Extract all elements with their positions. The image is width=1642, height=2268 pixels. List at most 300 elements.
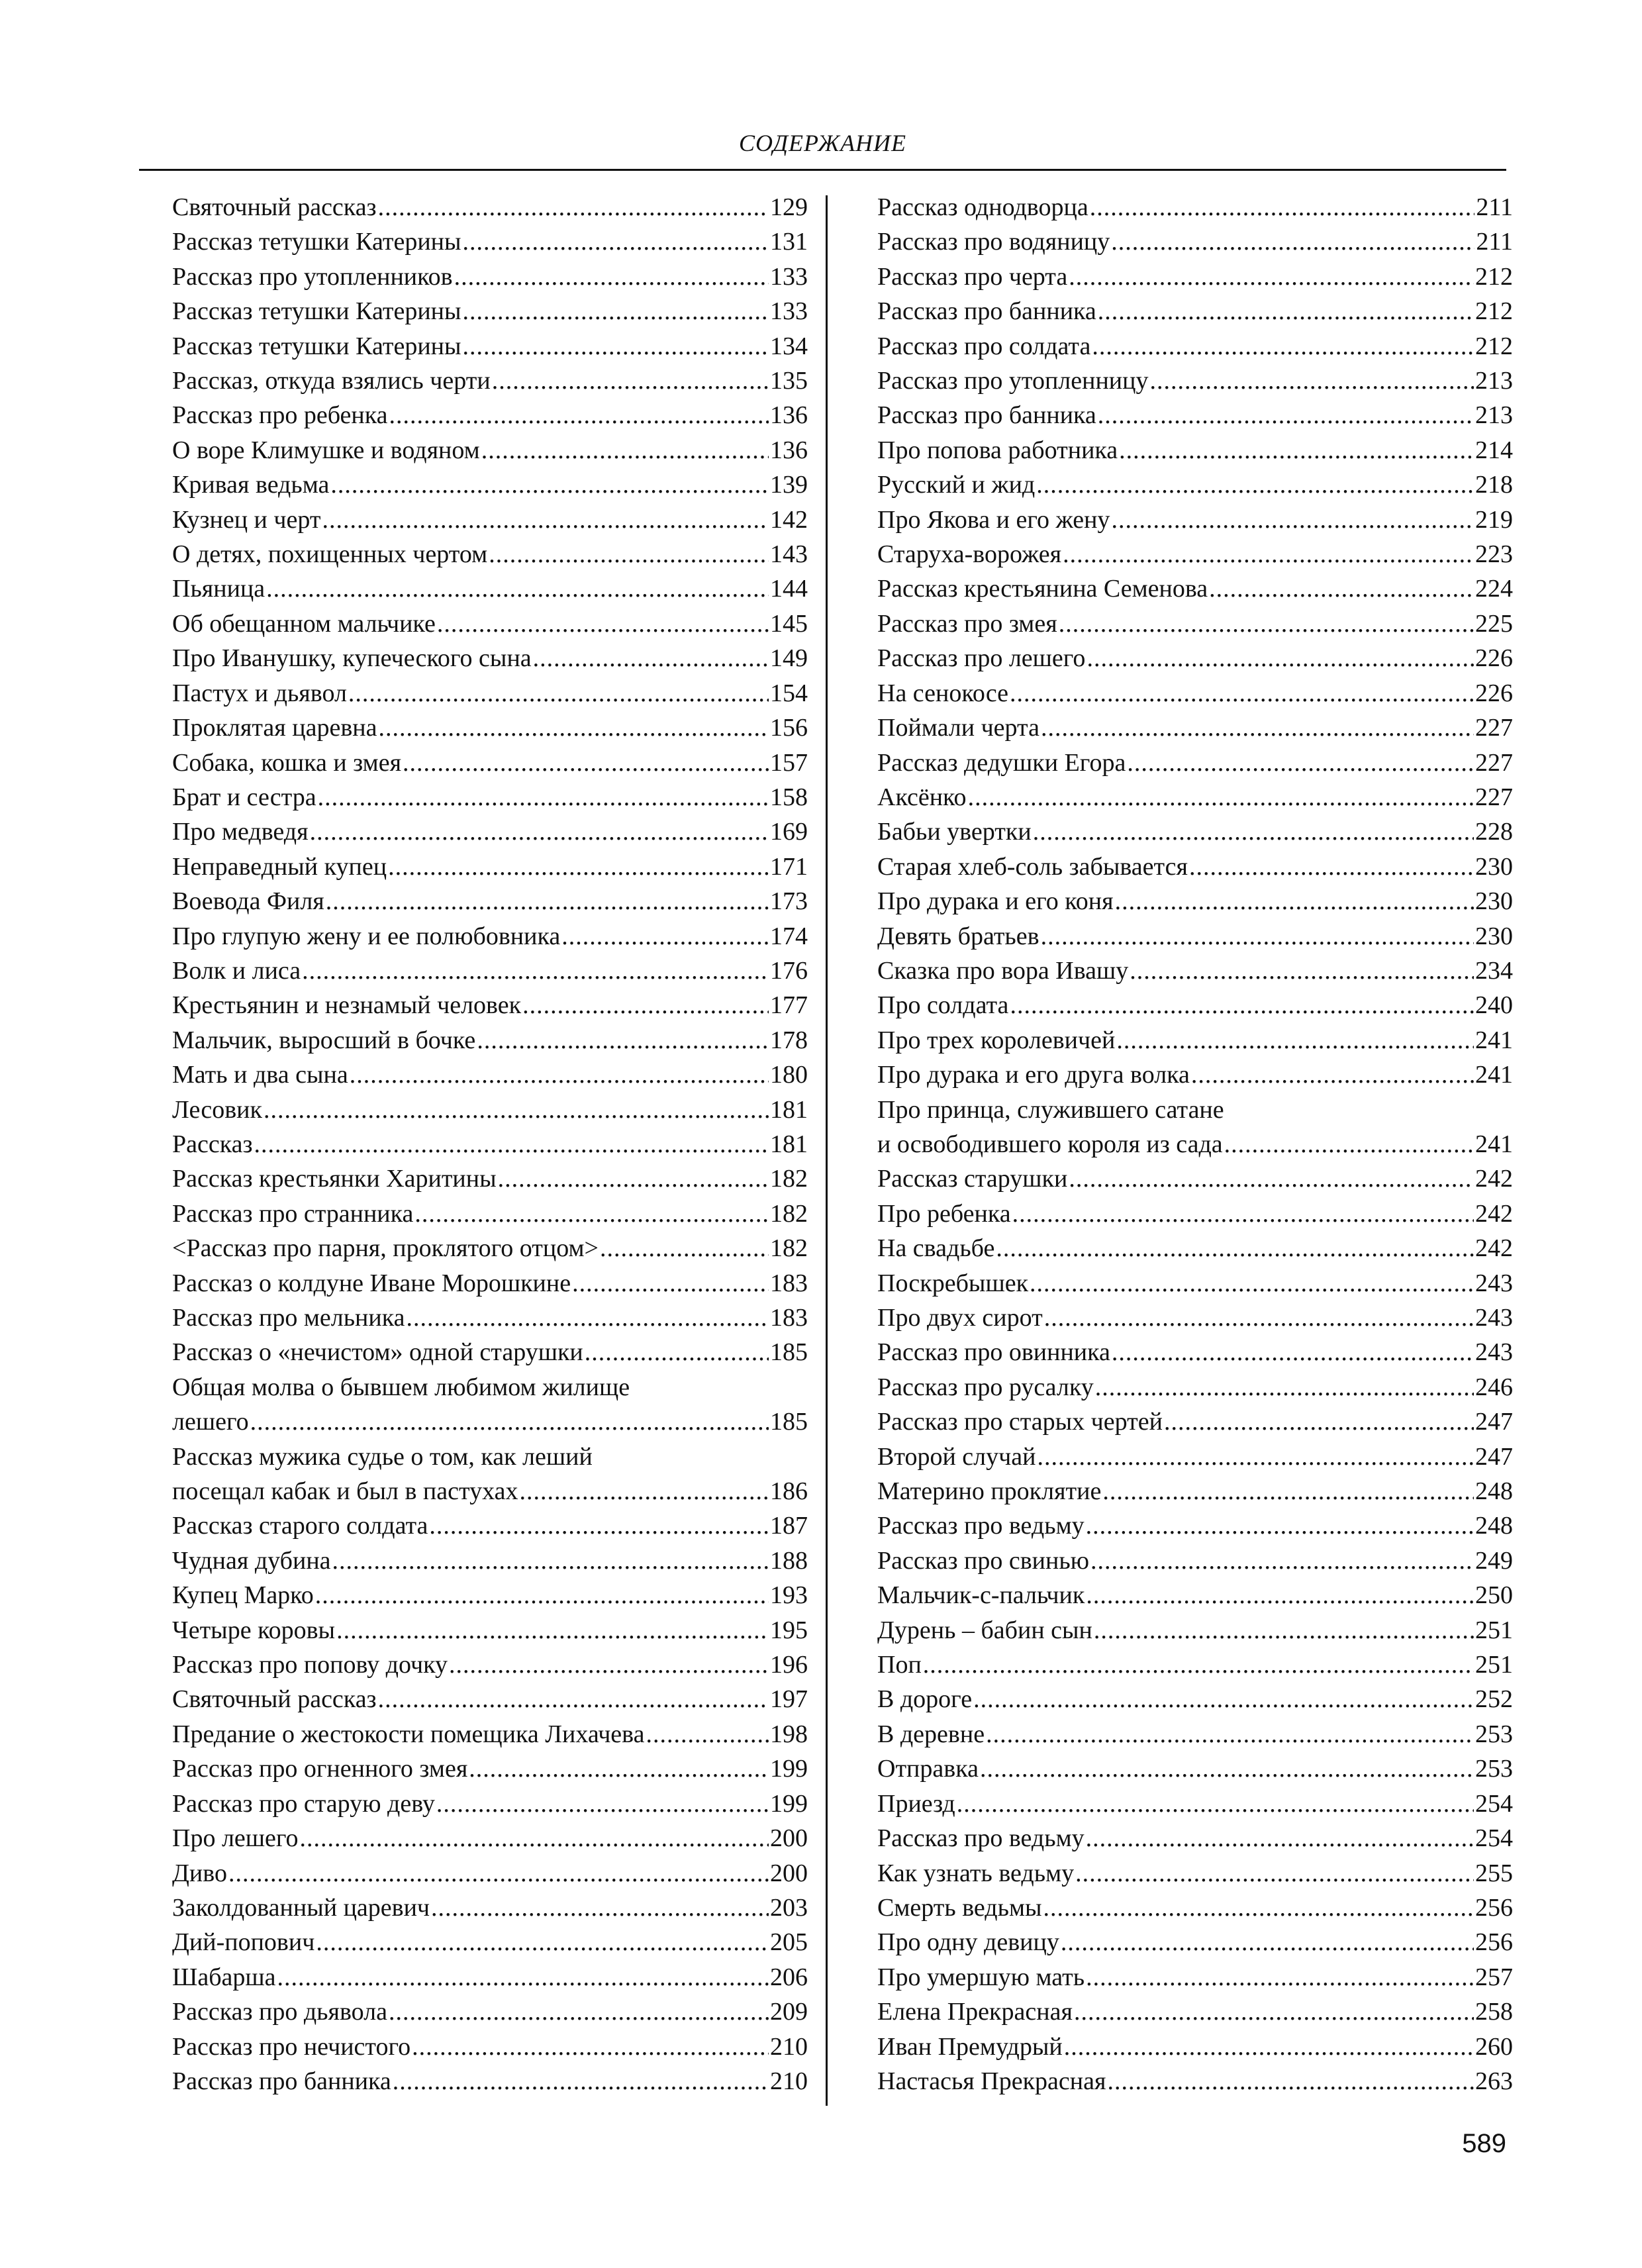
toc-entry-page: 248 <box>1475 1512 1513 1540</box>
toc-entry-title: Чудная дубина <box>172 1546 331 1575</box>
toc-leader-dots <box>1044 1301 1474 1335</box>
toc-entry <box>172 814 808 849</box>
toc-entry-page: 255 <box>1475 1859 1513 1887</box>
toc-leader-dots <box>266 571 769 606</box>
toc-entry <box>172 2064 808 2098</box>
toc-leader-dots <box>957 1787 1474 1821</box>
toc-entry-title: Рассказ про ведьму <box>877 1824 1085 1853</box>
toc-entry <box>172 1093 808 1127</box>
toc-entry-title: Рассказ, откуда взялись черти <box>172 367 491 395</box>
toc-leader-dots <box>1112 1335 1474 1369</box>
toc-leader-dots <box>463 294 769 328</box>
toc-entry <box>877 1266 1513 1301</box>
toc-entry <box>172 329 808 364</box>
toc-entry-title: Предание о жестокости помещика Лихачева <box>172 1720 645 1748</box>
toc-entry-title: Мальчик-с-пальчик <box>877 1581 1085 1610</box>
toc-leader-dots <box>1087 641 1474 675</box>
toc-entry-page: 193 <box>770 1581 808 1610</box>
toc-entry <box>172 1266 808 1301</box>
toc-leader-dots <box>1090 1544 1474 1578</box>
toc-entry-page: 246 <box>1475 1373 1513 1401</box>
toc-entry-title: Старая хлеб-соль забывается <box>877 852 1188 881</box>
toc-entry-page: 214 <box>1475 436 1513 464</box>
toc-leader-dots <box>1189 850 1474 884</box>
toc-entry <box>172 676 808 711</box>
toc-entry <box>877 1370 1513 1405</box>
toc-entry <box>877 919 1513 954</box>
toc-entry-page: 182 <box>770 1234 808 1263</box>
toc-entry-title: Поскребышек <box>877 1269 1029 1297</box>
toc-leader-dots <box>316 1925 769 1959</box>
toc-leader-dots <box>1061 1925 1474 1959</box>
toc-entry <box>172 1058 808 1092</box>
toc-entry-page: 243 <box>1475 1304 1513 1332</box>
toc-leader-dots <box>600 1231 769 1265</box>
toc-entry-page: 247 <box>1475 1442 1513 1471</box>
toc-entry <box>172 1717 808 1751</box>
toc-entry-title: На свадьбе <box>877 1234 995 1263</box>
toc-leader-dots <box>437 607 769 641</box>
toc-leader-dots <box>968 780 1474 814</box>
toc-entry-page: 250 <box>1475 1581 1513 1610</box>
toc-entry-page: 212 <box>1475 332 1513 360</box>
toc-entry-page: 205 <box>770 1928 808 1957</box>
toc-leader-dots <box>389 1995 769 2029</box>
toc-entry-page: 185 <box>770 1338 808 1367</box>
toc-entry-page: 213 <box>1475 367 1513 395</box>
toc-entry <box>172 746 808 780</box>
toc-entry-page: 158 <box>770 783 808 811</box>
toc-entry-title: Аксёнко <box>877 783 967 811</box>
toc-entry-title: Рассказ про попову дочку <box>172 1651 448 1679</box>
toc-leader-dots <box>469 1751 769 1786</box>
toc-entry-page: 183 <box>770 1304 808 1332</box>
toc-leader-dots <box>1209 571 1474 606</box>
toc-entry <box>877 1161 1513 1196</box>
toc-entry-title: Про Иванушку, купеческого сына <box>172 644 532 673</box>
toc-entry-title: Рассказ про лешего <box>877 644 1086 673</box>
toc-entry-page: 171 <box>770 852 808 881</box>
toc-entry-title: Поп <box>877 1651 922 1679</box>
toc-entry-page: 186 <box>770 1477 808 1506</box>
toc-entry-title: В дороге <box>877 1685 973 1714</box>
toc-leader-dots <box>1069 260 1474 294</box>
toc-entry-title: Про умершую мать <box>877 1963 1085 1991</box>
toc-leader-dots <box>1111 503 1474 537</box>
toc-leader-dots <box>1102 1474 1474 1508</box>
toc-entry <box>172 398 808 432</box>
column-divider <box>826 195 828 2106</box>
toc-entry <box>172 919 808 954</box>
toc-entry-title: Кривая ведьма <box>172 471 330 499</box>
toc-entry-page: 224 <box>1475 575 1513 603</box>
toc-entry-page: 254 <box>1475 1789 1513 1818</box>
toc-leader-dots <box>318 780 769 814</box>
toc-entry-title: Про одну девицу <box>877 1928 1059 1957</box>
toc-entry-title: Лесовик <box>172 1095 262 1124</box>
toc-entry <box>877 468 1513 502</box>
toc-entry <box>877 1682 1513 1716</box>
toc-entry-page: 210 <box>770 2067 808 2095</box>
toc-entry <box>877 850 1513 884</box>
toc-entry-page: 203 <box>770 1893 808 1922</box>
toc-entry-page: 230 <box>1475 852 1513 881</box>
toc-entry-title: Рассказ про огненного змея <box>172 1755 468 1783</box>
toc-entry-title: Рассказ крестьянина Семенова <box>877 575 1208 603</box>
toc-leader-dots <box>1224 1127 1474 1161</box>
toc-leader-dots <box>1030 1266 1474 1301</box>
toc-entry-page: 211 <box>1476 193 1513 221</box>
toc-leader-dots <box>533 641 769 675</box>
toc-entry <box>172 1787 808 1821</box>
toc-entry <box>877 294 1513 328</box>
toc-leader-dots <box>336 1613 769 1648</box>
toc-leader-dots <box>350 1058 769 1092</box>
toc-entry-title: Старуха-ворожея <box>877 540 1062 569</box>
toc-entry-title: Рассказ про свинью <box>877 1546 1090 1575</box>
toc-entry-page: 227 <box>1475 783 1513 811</box>
toc-leader-dots <box>406 1301 769 1335</box>
toc-entry-title: лешего <box>172 1408 249 1436</box>
toc-entry <box>172 954 808 988</box>
toc-entry-title: Настасья Прекрасная <box>877 2067 1106 2095</box>
toc-leader-dots <box>1041 919 1474 954</box>
toc-leader-dots <box>481 433 769 468</box>
toc-entry-title: Про двух сирот <box>877 1304 1043 1332</box>
toc-entry-title: Смерть ведьмы <box>877 1893 1042 1922</box>
toc-entry-title: Рассказ дедушки Егора <box>877 748 1126 777</box>
toc-leader-dots <box>1116 1023 1474 1058</box>
toc-leader-dots <box>1127 746 1474 780</box>
toc-entry <box>172 1023 808 1058</box>
toc-entry-title: Пьяница <box>172 575 266 603</box>
toc-entry-title: Святочный рассказ <box>172 193 377 221</box>
toc-leader-dots <box>1111 224 1474 259</box>
toc-entry-title: Рассказ про банника <box>172 2067 391 2095</box>
toc-entry <box>877 190 1513 224</box>
toc-entry-title: <Рассказ про парня, проклятого отцом> <box>172 1234 599 1263</box>
toc-entry-page: 251 <box>1475 1616 1513 1644</box>
toc-entry-page: 243 <box>1475 1338 1513 1367</box>
toc-entry <box>877 1925 1513 1959</box>
toc-entry <box>877 1995 1513 2029</box>
toc-entry-page: 182 <box>770 1165 808 1193</box>
toc-entry-page: 178 <box>770 1026 808 1054</box>
toc-leader-dots <box>393 2064 769 2098</box>
toc-column-right <box>877 190 1513 2098</box>
toc-entry-title: Рассказ про овинника <box>877 1338 1110 1367</box>
toc-leader-dots <box>1086 1508 1474 1543</box>
toc-leader-dots <box>310 814 769 849</box>
toc-entry-title: Рассказ про русалку <box>877 1373 1094 1401</box>
toc-entry <box>172 1197 808 1231</box>
toc-leader-dots <box>1010 676 1474 711</box>
toc-entry-title: Рассказ старушки <box>877 1165 1068 1193</box>
toc-entry-page: 242 <box>1475 1165 1513 1193</box>
header-rule <box>139 169 1506 171</box>
toc-entry-title: Рассказ старого солдата <box>172 1512 428 1540</box>
toc-leader-dots <box>1092 329 1474 364</box>
toc-entry-page: 223 <box>1475 540 1513 569</box>
toc-entry-title: Рассказ крестьянки Харитины <box>172 1165 497 1193</box>
toc-leader-dots <box>378 711 769 745</box>
toc-entry <box>877 537 1513 571</box>
toc-entry-title: Рассказ про старых чертей <box>877 1408 1163 1436</box>
toc-entry-page: 134 <box>770 332 808 360</box>
toc-leader-dots <box>1130 954 1474 988</box>
toc-leader-dots <box>492 364 769 398</box>
toc-leader-dots <box>1107 2064 1474 2098</box>
toc-entry-title: Рассказ про черта <box>877 262 1068 291</box>
toc-entry-page: 251 <box>1475 1651 1513 1679</box>
toc-entry <box>877 1960 1513 1995</box>
toc-entry <box>877 711 1513 745</box>
toc-entry-title: Рассказ однодворца <box>877 193 1088 221</box>
toc-entry <box>877 503 1513 537</box>
toc-entry-title: Об обещанном мальчике <box>172 609 436 638</box>
toc-entry-title: Рассказ про солдата <box>877 332 1091 360</box>
toc-entry-page: 230 <box>1475 922 1513 950</box>
toc-entry-page: 187 <box>770 1512 808 1540</box>
toc-leader-dots <box>463 224 769 259</box>
toc-leader-dots <box>973 1682 1474 1716</box>
toc-entry <box>877 571 1513 606</box>
toc-entry-title: Рассказ про старую деву <box>172 1789 435 1818</box>
toc-entry-title: Рассказ про дьявола <box>172 1998 387 2026</box>
toc-entry <box>877 1440 1513 1474</box>
toc-entry-title: Про дурака и его друга волка <box>877 1061 1190 1089</box>
toc-entry <box>877 224 1513 259</box>
toc-entry-title: Про трех королевичей <box>877 1026 1116 1054</box>
toc-entry-title: Сказка про вора Ивашу <box>877 956 1129 985</box>
toc-entry <box>877 746 1513 780</box>
toc-leader-dots <box>264 1093 769 1127</box>
toc-entry-title: В деревне <box>877 1720 985 1748</box>
toc-entry-title: На сенокосе <box>877 679 1009 707</box>
toc-entry <box>877 1127 1513 1161</box>
toc-entry <box>172 2030 808 2064</box>
page-number: 589 <box>1462 2129 1506 2158</box>
toc-entry <box>877 1058 1513 1092</box>
toc-entry <box>877 1405 1513 1439</box>
toc-entry-page: 226 <box>1475 644 1513 673</box>
toc-entry <box>877 1544 1513 1578</box>
toc-entry-page: 241 <box>1475 1130 1513 1158</box>
toc-entry-title: Воевода Филя <box>172 887 324 916</box>
toc-leader-dots <box>463 329 769 364</box>
toc-entry-page: 173 <box>770 887 808 916</box>
toc-leader-dots <box>389 398 769 432</box>
toc-entry-title-line: Про принца, служившего сатане <box>877 1095 1224 1124</box>
toc-entry-page: 197 <box>770 1685 808 1714</box>
toc-entry <box>877 884 1513 918</box>
toc-entry <box>172 571 808 606</box>
toc-entry-title: Рассказ о колдуне Иване Морошкине <box>172 1269 571 1297</box>
toc-entry-title: Про глупую жену и ее полюбовника <box>172 922 561 950</box>
toc-entry-page: 256 <box>1475 1893 1513 1922</box>
toc-entry <box>877 954 1513 988</box>
toc-entry <box>172 1161 808 1196</box>
toc-entry-title: Святочный рассказ <box>172 1685 377 1714</box>
toc-entry-page: 183 <box>770 1269 808 1297</box>
toc-entry-page: 227 <box>1475 714 1513 742</box>
toc-entry-title: Рассказ про нечистого <box>172 2032 411 2061</box>
toc-entry-title: Волк и лиса <box>172 956 301 985</box>
toc-leader-dots <box>429 1508 769 1543</box>
toc-leader-dots <box>646 1717 769 1751</box>
toc-entry <box>877 1508 1513 1543</box>
toc-entry-page: 157 <box>770 748 808 777</box>
toc-entry-page: 230 <box>1475 887 1513 916</box>
toc-entry-title: Рассказ про утопленников <box>172 262 453 291</box>
toc-entry-title: Четыре коровы <box>172 1616 336 1644</box>
toc-entry <box>172 1648 808 1682</box>
toc-entry-page: 228 <box>1475 818 1513 846</box>
toc-entry <box>172 537 808 571</box>
toc-entry <box>877 398 1513 432</box>
toc-entry-title: Бабьи увертки <box>877 818 1032 846</box>
toc-entry-page: 136 <box>770 401 808 430</box>
toc-leader-dots <box>378 190 769 224</box>
toc-entry-page: 209 <box>770 1998 808 2026</box>
toc-entry-title: Рассказ про банника <box>877 401 1096 430</box>
toc-entry-title: посещал кабак и был в пастухах <box>172 1477 518 1506</box>
toc-entry <box>877 1197 1513 1231</box>
toc-entry-title: Русский и жид <box>877 471 1036 499</box>
toc-entry-page: 144 <box>770 575 808 603</box>
toc-entry <box>877 1023 1513 1058</box>
toc-leader-dots <box>986 1717 1474 1751</box>
toc-entry <box>172 1613 808 1648</box>
toc-entry-page: 142 <box>770 505 808 534</box>
toc-entry-title: Про дурака и его коня <box>877 887 1114 916</box>
toc-entry-title: Рассказ про мельника <box>172 1304 405 1332</box>
toc-entry <box>172 1751 808 1786</box>
toc-entry <box>172 294 808 328</box>
toc-leader-dots <box>923 1648 1474 1682</box>
toc-entry <box>172 780 808 814</box>
toc-entry <box>877 1891 1513 1925</box>
toc-entry <box>172 468 808 502</box>
toc-leader-dots <box>980 1751 1474 1786</box>
toc-entry-title: О воре Климушке и водяном <box>172 436 480 464</box>
toc-entry-page: 257 <box>1475 1963 1513 1991</box>
toc-entry-page: 149 <box>770 644 808 673</box>
toc-entry <box>877 676 1513 711</box>
toc-entry-page: 254 <box>1475 1824 1513 1853</box>
toc-entry-title: Заколдованный царевич <box>172 1893 430 1922</box>
toc-entry <box>877 1717 1513 1751</box>
toc-entry-page: 139 <box>770 471 808 499</box>
toc-leader-dots <box>1036 468 1474 502</box>
toc-entry-page: 136 <box>770 436 808 464</box>
toc-entry-title: Про лешего <box>172 1824 299 1853</box>
toc-entry <box>172 1995 808 2029</box>
toc-leader-dots <box>498 1161 769 1196</box>
toc-entry-page: 181 <box>770 1095 808 1124</box>
toc-entry-page: 253 <box>1475 1755 1513 1783</box>
toc-leader-dots <box>254 1127 769 1161</box>
toc-entry <box>172 190 808 224</box>
toc-entry-title: Дурень – бабин сын <box>877 1616 1092 1644</box>
toc-leader-dots <box>1090 190 1475 224</box>
toc-entry-page: 225 <box>1475 609 1513 638</box>
toc-entry-title: Приезд <box>877 1789 955 1818</box>
toc-entry-title: Рассказ про змея <box>877 609 1057 638</box>
toc-entry-title: Про попова работника <box>877 436 1118 464</box>
toc-entry-page: 200 <box>770 1859 808 1887</box>
toc-entry-title: Рассказ про банника <box>877 297 1096 326</box>
toc-leader-dots <box>1037 1440 1474 1474</box>
toc-leader-dots <box>322 503 769 537</box>
toc-leader-dots <box>585 1335 769 1369</box>
toc-entry-title: и освободившего короля из сада <box>877 1130 1223 1158</box>
toc-entry-title: Диво <box>172 1859 227 1887</box>
toc-entry-page: 143 <box>770 540 808 569</box>
toc-entry-title: Рассказ про утопленницу <box>877 367 1149 395</box>
toc-entry-title: Собака, кошка и змея <box>172 748 402 777</box>
toc-entry-first-line <box>877 1093 1513 1127</box>
toc-leader-dots <box>1010 988 1474 1022</box>
toc-leader-dots <box>519 1474 769 1508</box>
toc-entry-page: 176 <box>770 956 808 985</box>
toc-entry-page: 242 <box>1475 1199 1513 1228</box>
toc-column-left <box>172 190 808 2098</box>
toc-entry-title: Проклятая царевна <box>172 714 377 742</box>
toc-entry <box>172 1301 808 1335</box>
toc-leader-dots <box>1043 1891 1474 1925</box>
toc-entry <box>877 1231 1513 1265</box>
toc-entry <box>172 1891 808 1925</box>
toc-leader-dots <box>1064 2030 1474 2064</box>
toc-leader-dots <box>414 1197 769 1231</box>
toc-leader-dots <box>436 1787 769 1821</box>
toc-entry <box>172 364 808 398</box>
toc-leader-dots <box>1086 1821 1474 1855</box>
toc-entry-page: 249 <box>1475 1546 1513 1575</box>
toc-entry <box>877 641 1513 675</box>
toc-leader-dots <box>561 919 769 954</box>
toc-entry <box>877 814 1513 849</box>
toc-entry-page: 177 <box>770 991 808 1020</box>
toc-entry-page: 252 <box>1475 1685 1513 1714</box>
toc-entry <box>877 2030 1513 2064</box>
toc-leader-dots <box>1095 1370 1474 1405</box>
toc-leader-dots <box>1119 433 1474 468</box>
toc-leader-dots <box>1033 814 1474 849</box>
toc-leader-dots <box>572 1266 769 1301</box>
toc-leader-dots <box>412 2030 769 2064</box>
toc-entry <box>172 1127 808 1161</box>
toc-entry <box>172 607 808 641</box>
toc-entry-title: Рассказ про странника <box>172 1199 414 1228</box>
toc-entry-title: Как узнать ведьму <box>877 1859 1075 1887</box>
toc-leader-dots <box>348 676 769 711</box>
toc-leader-dots <box>431 1891 769 1925</box>
toc-entry-first-line <box>172 1370 808 1405</box>
toc-entry-page: 227 <box>1475 748 1513 777</box>
toc-entry <box>877 433 1513 468</box>
toc-entry-page: 241 <box>1475 1061 1513 1089</box>
toc-entry <box>172 1682 808 1716</box>
toc-leader-dots <box>1063 537 1474 571</box>
toc-leader-dots <box>277 1960 769 1995</box>
toc-entry-title: Про Якова и его жену <box>877 505 1110 534</box>
toc-leader-dots <box>1041 711 1474 745</box>
toc-entry-page: 185 <box>770 1408 808 1436</box>
toc-entry-title: Про солдата <box>877 991 1009 1020</box>
running-title: СОДЕРЖАНИЕ <box>738 130 907 156</box>
